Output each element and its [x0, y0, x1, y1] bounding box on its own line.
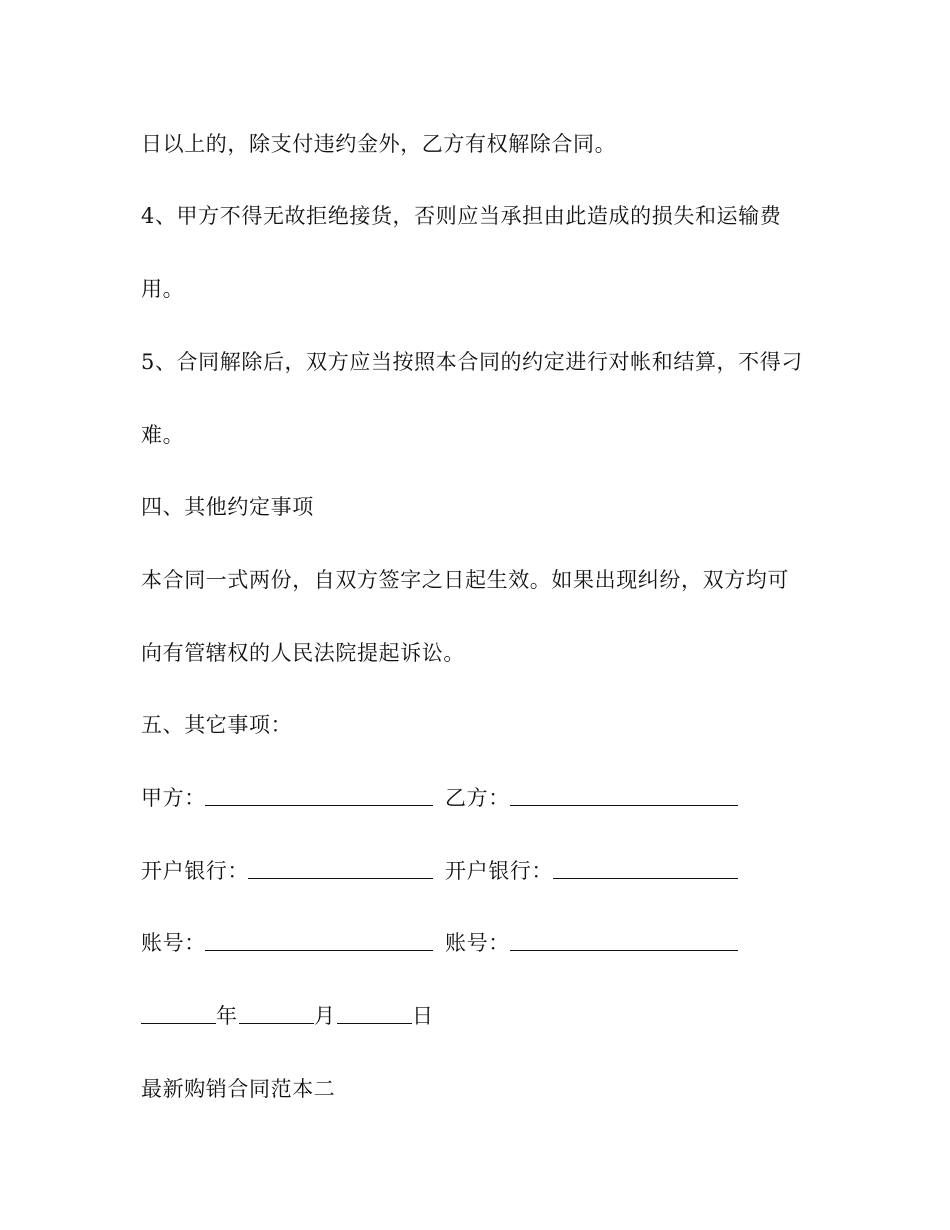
contract-text-line: 用。	[141, 277, 185, 301]
contract-clause-4: 4、甲方不得无故拒绝接货，否则应当承担由此造成的损失和运输费	[141, 204, 782, 228]
year-label: 年	[216, 1004, 238, 1028]
account-b-label: 账号：	[445, 931, 510, 955]
bank-a-blank	[248, 878, 433, 879]
contract-text-line: 难。	[141, 423, 185, 447]
bank-b-blank	[553, 878, 738, 879]
bank-a-label: 开户银行：	[141, 859, 249, 883]
party-a-label: 甲方：	[141, 786, 206, 810]
month-label: 月	[314, 1004, 336, 1028]
party-a-blank	[205, 805, 433, 806]
contract-clause-5: 5、合同解除后，双方应当按照本合同的约定进行对帐和结算，不得刁	[141, 350, 803, 374]
account-a-blank	[205, 950, 433, 951]
year-blank	[141, 1023, 216, 1024]
account-b-blank	[510, 950, 738, 951]
bank-b-label: 开户银行：	[445, 859, 553, 883]
next-section-title: 最新购销合同范本二	[141, 1077, 336, 1101]
party-b-label: 乙方：	[445, 786, 510, 810]
contract-text-line: 日以上的，除支付违约金外，乙方有权解除合同。	[141, 132, 617, 156]
section-heading-other-agreements: 四、其他约定事项	[141, 495, 314, 519]
contract-text-line: 本合同一式两份，自双方签字之日起生效。如果出现纠纷，双方均可	[141, 568, 789, 592]
party-b-blank	[510, 805, 738, 806]
day-blank	[337, 1023, 412, 1024]
day-label: 日	[412, 1004, 434, 1028]
month-blank	[239, 1023, 314, 1024]
contract-text-line: 向有管辖权的人民法院提起诉讼。	[141, 641, 465, 665]
section-heading-other-matters: 五、其它事项：	[141, 713, 293, 737]
account-a-label: 账号：	[141, 931, 206, 955]
